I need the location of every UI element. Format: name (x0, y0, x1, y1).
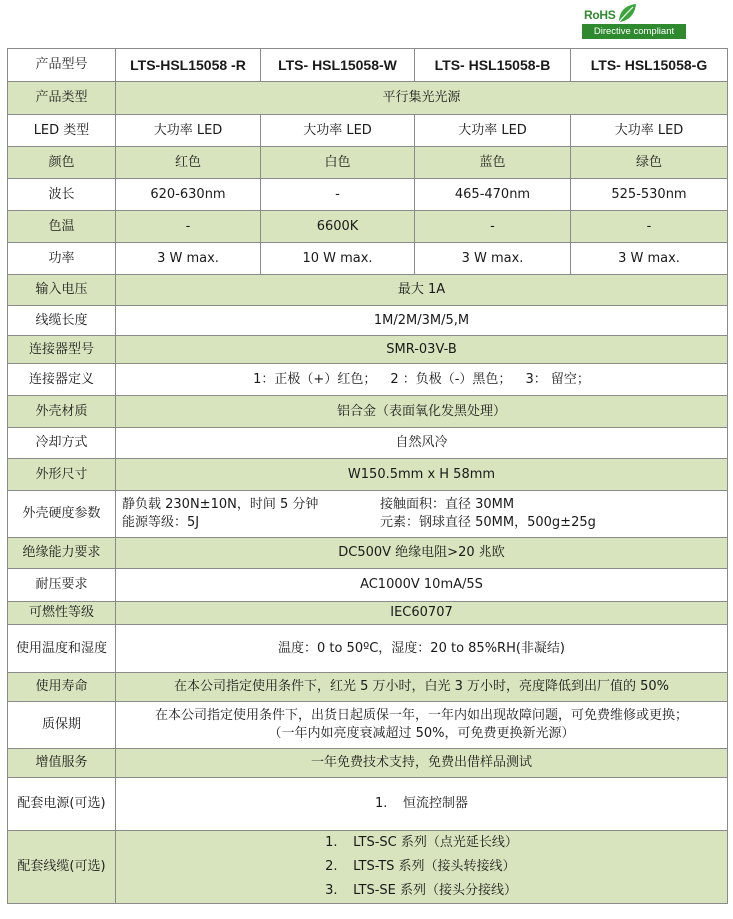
led-type-b: 大功率 LED (415, 115, 571, 147)
wavelength-w: - (261, 179, 415, 211)
hardness-energy-level: 能源等级：5J (122, 515, 200, 530)
color-b: 蓝色 (415, 147, 571, 179)
row-value-added (8, 749, 728, 778)
led-type-w: 大功率 LED (261, 115, 415, 147)
cables-list (325, 831, 518, 903)
row-model (8, 49, 728, 82)
connector-def-value (116, 364, 728, 396)
env-label: 使用温度和湿度 (8, 625, 116, 673)
connector-model-value: SMR-03V-B (116, 336, 728, 364)
power-supply-list (375, 792, 468, 816)
warranty-line-1: 在本公司指定使用条件下，出货日起质保一年，一年内如出现故障问题，可免费维修或更换； (154, 708, 688, 723)
warranty-line-2: （一年内如亮度衰减超过 50%，可免费更换新光源） (268, 726, 575, 741)
color-temp-r: - (116, 211, 261, 243)
row-led-type (8, 115, 728, 147)
row-dimensions (8, 459, 728, 491)
value-added-label: 增值服务 (8, 749, 116, 778)
wavelength-b: 465-470nm (415, 179, 571, 211)
housing-material-label: 外壳材质 (8, 396, 116, 428)
list-item: 3. LTS-SE 系列（接头分接线） (325, 883, 518, 898)
list-item: 1. 恒流控制器 (374, 796, 468, 811)
cable-length-label: 线缆长度 (8, 306, 116, 336)
wavelength-r: 620-630nm (116, 179, 261, 211)
color-r: 红色 (116, 147, 261, 179)
insulation-label: 绝缘能力要求 (8, 538, 116, 569)
wavelength-label: 波长 (8, 179, 116, 211)
row-power (8, 243, 728, 275)
connector-pin-1: 1：正极（+）红色； (253, 371, 377, 387)
input-voltage-value: 最大 1A (116, 275, 728, 306)
power-r: 3 W max. (116, 243, 261, 275)
hardness-contact-area: 接触面积：直径 30MM (380, 497, 515, 512)
directive-compliant-badge: Directive compliant (582, 24, 686, 39)
row-cooling (8, 428, 728, 459)
cooling-value: 自然风冷 (116, 428, 728, 459)
spec-table (7, 48, 728, 904)
warranty-value (116, 702, 728, 749)
dimensions-value: W150.5mm x H 58mm (116, 459, 728, 491)
connector-pin-2: 2 ：负极（-）黑色； (390, 371, 512, 387)
power-label: 功率 (8, 243, 116, 275)
cables-value (116, 831, 728, 904)
withstand-value: AC1000V 10mA/5S (116, 569, 728, 602)
color-temp-g: - (571, 211, 728, 243)
row-insulation (8, 538, 728, 569)
hardness-label: 外壳硬度参数 (8, 491, 116, 538)
color-temp-w: 6600K (261, 211, 415, 243)
color-g: 绿色 (571, 147, 728, 179)
wavelength-g: 525-530nm (571, 179, 728, 211)
row-hardness (8, 491, 728, 538)
color-temp-b: - (415, 211, 571, 243)
hardness-element: 元素：钢球直径 50MM，500g±25g (380, 515, 596, 530)
cables-label: 配套线缆(可选) (8, 831, 116, 904)
row-input-voltage (8, 275, 728, 306)
row-cables (8, 831, 728, 904)
withstand-label: 耐压要求 (8, 569, 116, 602)
env-value: 温度：0 to 50ºC，湿度：20 to 85%RH(非凝结) (116, 625, 728, 673)
hardness-value (116, 491, 728, 538)
flammability-value: IEC60707 (116, 602, 728, 625)
rohs-text: RoHS (584, 8, 616, 22)
hardness-static-load: 静负载 230N±10N，时间 5 分钟 (122, 497, 319, 512)
model-label: 产品型号 (8, 49, 116, 82)
color-temp-label: 色温 (8, 211, 116, 243)
connector-def-label: 连接器定义 (8, 364, 116, 396)
model-b: LTS- HSL15058-B (415, 49, 571, 82)
connector-model-label: 连接器型号 (8, 336, 116, 364)
product-type-value: 平行集光光源 (116, 82, 728, 115)
power-b: 3 W max. (415, 243, 571, 275)
row-color (8, 147, 728, 179)
row-connector-model (8, 336, 728, 364)
power-supply-value (116, 778, 728, 831)
row-housing-material (8, 396, 728, 428)
warranty-label: 质保期 (8, 702, 116, 749)
led-type-r: 大功率 LED (116, 115, 261, 147)
row-warranty (8, 702, 728, 749)
model-r: LTS-HSL15058 -R (116, 49, 261, 82)
row-cable-length (8, 306, 728, 336)
power-g: 3 W max. (571, 243, 728, 275)
row-flammability (8, 602, 728, 625)
connector-pin-3: 3： 留空； (525, 371, 590, 387)
rohs-logo (582, 2, 686, 40)
row-color-temp (8, 211, 728, 243)
insulation-value: DC500V 绝缘电阻>20 兆欧 (116, 538, 728, 569)
row-lifetime (8, 673, 728, 702)
led-type-g: 大功率 LED (571, 115, 728, 147)
list-item: 1. LTS-SC 系列（点光延长线） (325, 835, 518, 850)
row-env (8, 625, 728, 673)
row-withstand (8, 569, 728, 602)
model-g: LTS- HSL15058-G (571, 49, 728, 82)
color-w: 白色 (261, 147, 415, 179)
led-type-label: LED 类型 (8, 115, 116, 147)
cooling-label: 冷却方式 (8, 428, 116, 459)
row-power-supply (8, 778, 728, 831)
value-added-value: 一年免费技术支持，免费出借样品测试 (116, 749, 728, 778)
housing-material-value: 铝合金（表面氧化发黑处理） (116, 396, 728, 428)
leaf-icon (616, 2, 638, 24)
input-voltage-label: 输入电压 (8, 275, 116, 306)
list-item: 2. LTS-TS 系列（接头转接线） (325, 859, 516, 874)
model-w: LTS- HSL15058-W (261, 49, 415, 82)
row-connector-def (8, 364, 728, 396)
product-type-label: 产品类型 (8, 82, 116, 115)
lifetime-value: 在本公司指定使用条件下，红光 5 万小时，白光 3 万小时，亮度降低到出厂值的 50% (116, 673, 728, 702)
power-supply-label: 配套电源(可选) (8, 778, 116, 831)
cable-length-value: 1M/2M/3M/5,M (116, 306, 728, 336)
power-w: 10 W max. (261, 243, 415, 275)
row-product-type (8, 82, 728, 115)
dimensions-label: 外形尺寸 (8, 459, 116, 491)
color-label: 颜色 (8, 147, 116, 179)
row-wavelength (8, 179, 728, 211)
flammability-label: 可燃性等级 (8, 602, 116, 625)
lifetime-label: 使用寿命 (8, 673, 116, 702)
